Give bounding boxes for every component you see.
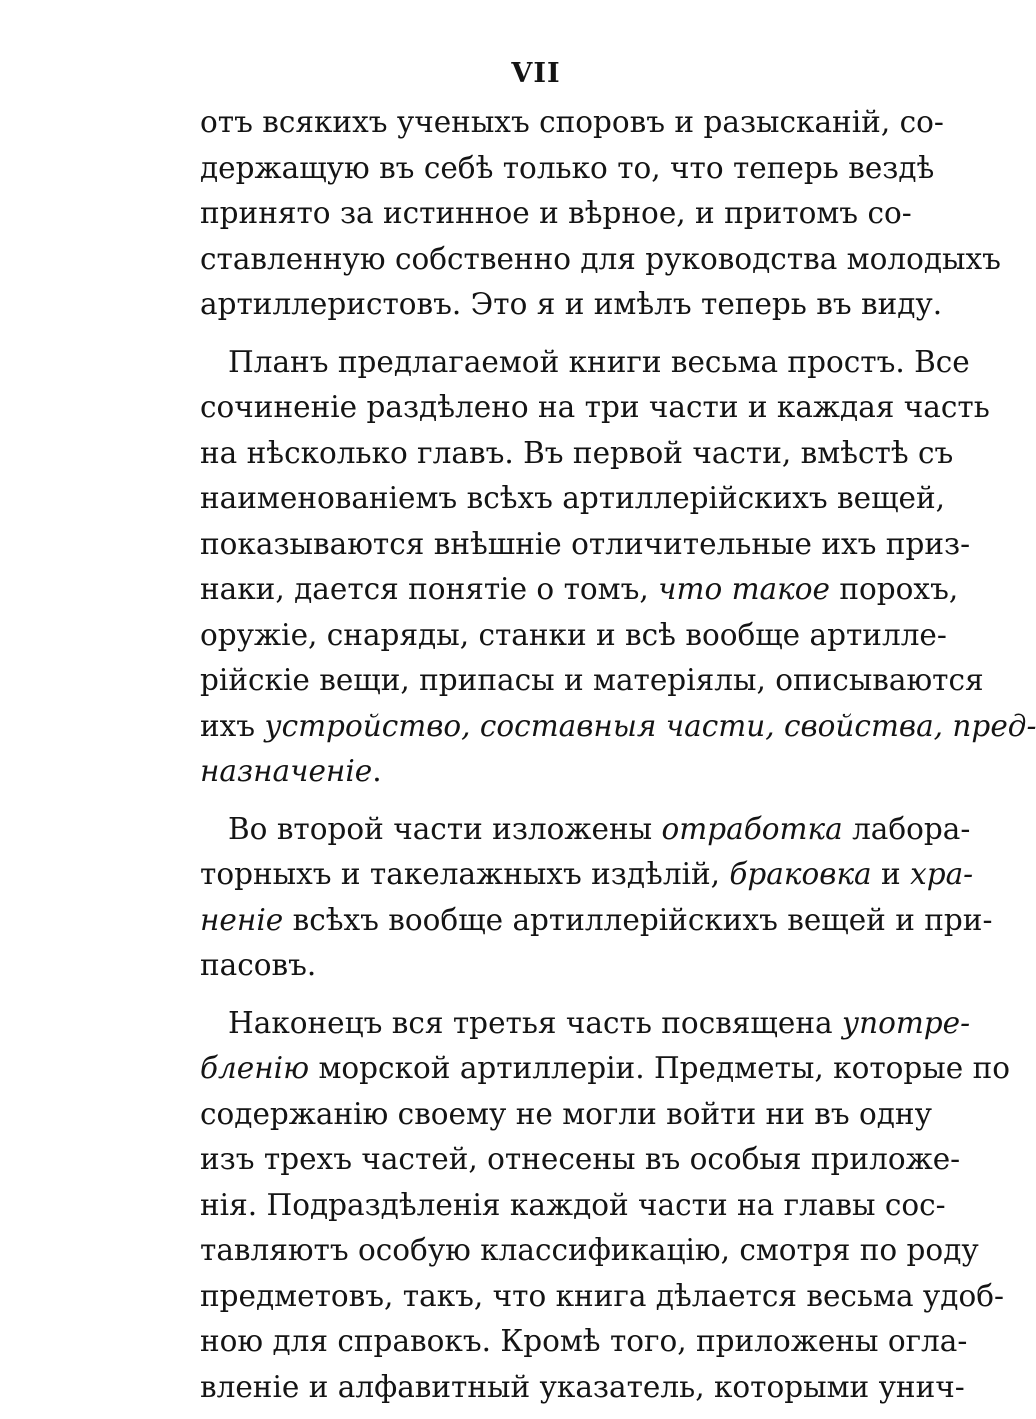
text-line [200, 1228, 979, 1274]
text-line [200, 1183, 946, 1229]
text-run: держащую въ себѣ только то, что теперь вездѣ [200, 150, 935, 185]
text-line [200, 1319, 968, 1365]
text-line [200, 898, 993, 944]
page-number: VII [511, 58, 561, 89]
text-run: принято за истинное и вѣрное, и притомъ со- [200, 196, 912, 230]
text-run: изъ трехъ частей, отнесены въ особыя приложе- [200, 1142, 961, 1176]
text-run: наки, дается понятіе о томъ, [200, 572, 659, 606]
italic-term: хра- [910, 857, 974, 891]
text-line [200, 807, 971, 853]
italic-term: что такое [658, 572, 830, 606]
text-run: Наконецъ вся третья часть посвящена [228, 1005, 842, 1040]
text-run: нія. Подраздѣленія каждой части на главы сос- [200, 1187, 946, 1222]
text-line [200, 282, 943, 328]
text-run: отъ всякихъ ученыхъ споровъ и разысканій, со- [200, 105, 944, 139]
text-line [200, 852, 974, 898]
italic-term: употре- [841, 1005, 971, 1040]
text-run: Планъ предлагаемой книги весьма простъ. Все [228, 344, 970, 379]
italic-term: неніе [200, 902, 284, 937]
italic-term: бленію [200, 1051, 310, 1085]
paragraph [200, 807, 993, 989]
text-line [200, 100, 944, 146]
text-line [200, 1046, 1011, 1092]
text-run: ихъ [200, 708, 265, 743]
text-line [200, 704, 1036, 750]
paragraph-gap [200, 795, 852, 807]
text-run: на нѣсколько главъ. Въ первой части, вмѣстѣ съ [200, 435, 954, 470]
text-run: ною для справокъ. Кромѣ того, приложены огла- [200, 1324, 968, 1358]
text-run: Во второй части изложены [228, 811, 662, 846]
text-run: оружіе, снаряды, станки и всѣ вообще артилле- [200, 617, 947, 652]
paragraph [200, 340, 1036, 795]
italic-term: устройство, составныя части, свойства, пред- [264, 708, 1036, 743]
text-line [200, 943, 852, 989]
text-run: пасовъ. [200, 948, 317, 982]
paragraph-gap [200, 989, 852, 1001]
text-line [200, 567, 959, 613]
text-run: морской артиллеріи. Предметы, которые по [309, 1051, 1011, 1085]
text-run: артиллеристовъ. Это я и имѣлъ теперь въ виду. [200, 287, 943, 321]
text-line [200, 613, 947, 659]
text-line [200, 340, 970, 386]
text-line [200, 431, 954, 477]
paragraph [200, 100, 1001, 328]
text-line [200, 385, 990, 431]
text-line [200, 1274, 1004, 1320]
italic-term: назначеніе [200, 754, 373, 788]
text-run: вленіе и алфавитный указатель, которыми унич- [200, 1369, 965, 1404]
text-run: показываются внѣшніе отличительные ихъ приз- [200, 526, 971, 561]
text-run: наименованіемъ всѣхъ артиллерійскихъ вещей, [200, 481, 946, 515]
text-line [200, 146, 935, 192]
text-run: предметовъ, такъ, что книга дѣлается весьма удоб- [200, 1278, 1004, 1313]
text-run: и [871, 857, 911, 891]
text-run: тавляютъ особую классификацію, смотря по роду [200, 1233, 979, 1267]
text-run: содержанію своему не могли войти ни въ одну [200, 1096, 932, 1131]
text-line [200, 1001, 971, 1047]
italic-term: отработка [661, 811, 843, 846]
text-run: рійскіе вещи, припасы и матеріялы, описываются [200, 663, 984, 697]
text-run: сочиненіе раздѣлено на три части и каждая часть [200, 390, 990, 424]
text-line [200, 476, 946, 522]
text-run: ставленную собственно для руководства молодыхъ [200, 241, 1001, 276]
text-line [200, 1092, 932, 1138]
italic-term: браковка [729, 857, 872, 891]
text-line [200, 1365, 965, 1411]
text-run: лабора- [842, 811, 971, 846]
text-run: . [372, 754, 382, 788]
text-run: всѣхъ вообще артиллерійскихъ вещей и при- [283, 902, 993, 937]
text-line [200, 1137, 961, 1183]
text-run: порохъ, [829, 572, 959, 606]
text-line [200, 658, 984, 704]
text-run: торныхъ и такелажныхъ издѣлій, [200, 857, 730, 891]
body-text [200, 100, 1036, 1410]
paragraph [200, 1001, 1011, 1411]
text-line [200, 237, 1001, 283]
text-line [200, 749, 852, 795]
text-line [200, 191, 912, 237]
text-line [200, 522, 971, 568]
paragraph-gap [200, 328, 852, 340]
